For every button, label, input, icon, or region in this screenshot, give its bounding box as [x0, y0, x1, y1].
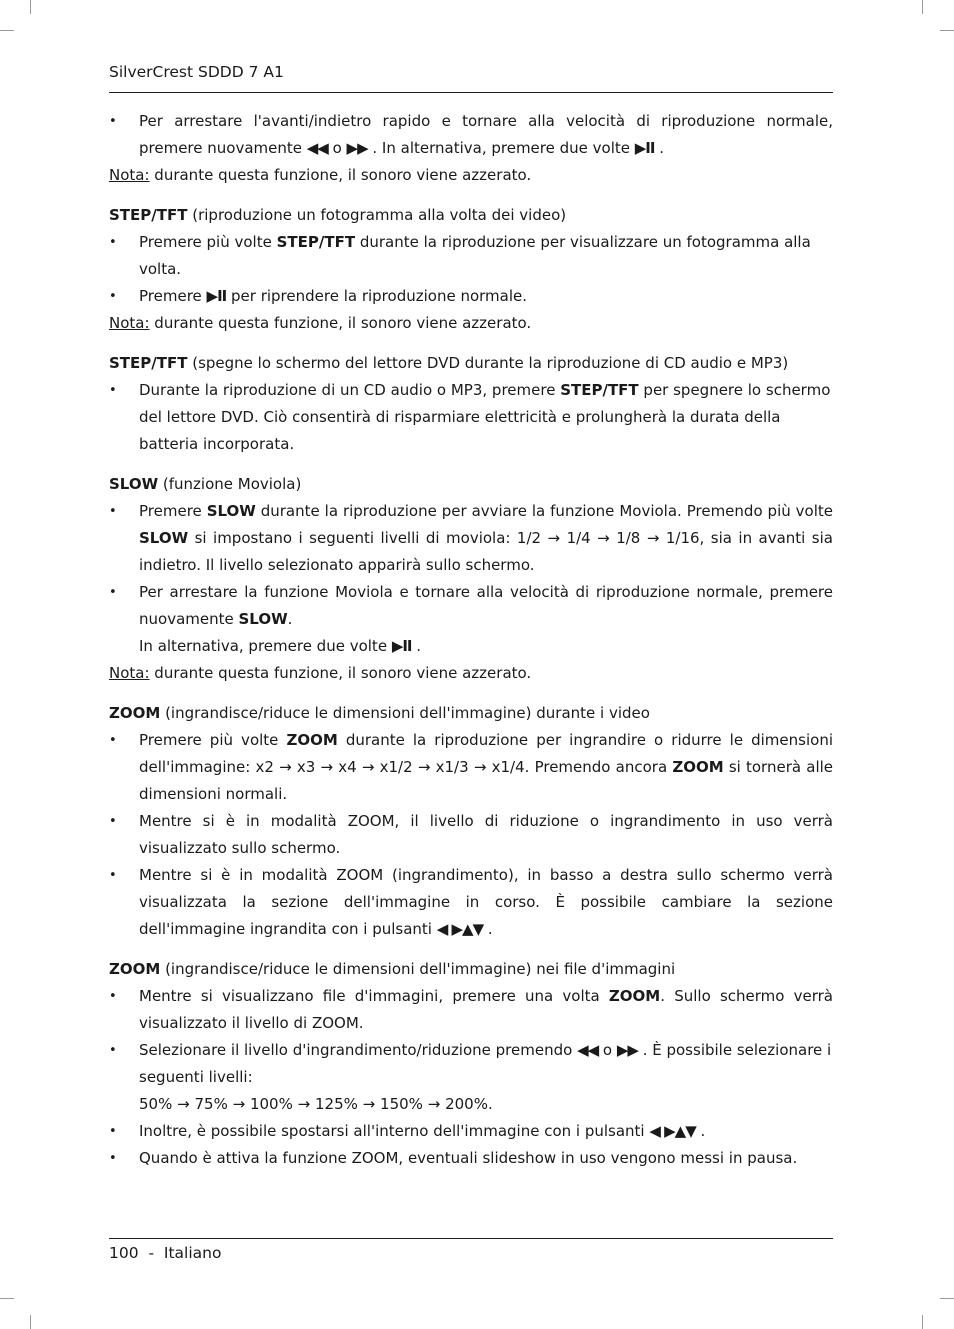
- list-item: • Mentre si visualizzano file d'immagini, premere una volta ZOOM. Sullo schermo verrà visualizzato il livello di ZOOM.: [109, 983, 833, 1037]
- crop-mark: [0, 30, 14, 31]
- arrow-icon: →: [417, 758, 431, 776]
- note: Nota: durante questa funzione, il sonoro viene azzerato.: [109, 166, 532, 184]
- list-item: • Mentre si è in modalità ZOOM (ingrandimento), in basso a destra sullo schermo verrà visualizzata la sezione dell'immagine in corso. È possibile cambiare la sezione dell'immagine ingrandita con i pulsanti ◀ ▶▲▼ .: [109, 862, 833, 943]
- page-header-title: SilverCrest SDDD 7 A1: [109, 63, 284, 81]
- crop-mark: [940, 30, 954, 31]
- section-heading: SLOW (funzione Moviola): [109, 475, 302, 493]
- crop-mark: [922, 1315, 923, 1329]
- list-item: • Selezionare il livello d'ingrandimento/riduzione premendo ◀◀ o ▶▶ . È possibile selezionare i seguenti livelli:: [109, 1037, 833, 1091]
- section-heading: ZOOM (ingrandisce/riduce le dimensioni dell'immagine) nei file d'immagini: [109, 960, 676, 978]
- arrow-icon: →: [547, 529, 561, 547]
- crop-mark: [940, 1298, 954, 1299]
- arrow-icon: →: [597, 529, 610, 547]
- list-item: • Premere più volte ZOOM durante la riproduzione per ingrandire o ridurre le dimensioni dell'immagine: x2 → x3 → x4 → x1/2 → x1/3 → x1/4. Premendo ancora ZOOM si tornerà alle dimensioni normali.: [109, 727, 833, 808]
- list-item: • Inoltre, è possibile spostarsi all'interno dell'immagine con i pulsanti ◀ ▶▲▼ .: [109, 1118, 833, 1145]
- header-rule: [109, 92, 833, 93]
- list-item: • Quando è attiva la funzione ZOOM, eventuali slideshow in uso vengono messi in pausa.: [109, 1145, 833, 1172]
- crop-mark: [30, 1315, 31, 1329]
- crop-mark: [0, 1298, 14, 1299]
- crop-mark: [922, 0, 923, 14]
- note: Nota: durante questa funzione, il sonoro viene azzerato.: [109, 314, 532, 332]
- arrow-icon: →: [232, 1095, 246, 1113]
- arrow-icon: →: [297, 1095, 311, 1113]
- fast-forward-icon: ▶▶: [616, 1041, 638, 1059]
- list-item: • Mentre si è in modalità ZOOM, il livello di riduzione o ingrandimento in uso verrà visualizzato sullo schermo.: [109, 808, 833, 862]
- list-item: • Premere ▶II per riprendere la riproduzione normale.: [109, 283, 833, 310]
- arrow-icon: →: [646, 529, 660, 547]
- list-item: • Durante la riproduzione di un CD audio o MP3, premere STEP/TFT per spegnere lo schermo del lettore DVD. Ciò consentirà di risparmiare elettricità e prolungherà la durata della batteria incorporata.: [109, 377, 833, 458]
- arrow-icon: →: [177, 1095, 190, 1113]
- rewind-icon: ◀◀: [577, 1041, 599, 1059]
- page-footer: 100 - Italiano: [109, 1244, 222, 1262]
- page-content: [109, 108, 833, 1172]
- crop-mark: [30, 0, 31, 14]
- play-pause-icon: ▶II: [391, 637, 412, 655]
- list-item: • Per arrestare la funzione Moviola e tornare alla velocità di riproduzione normale, premere nuovamente SLOW.: [109, 579, 833, 633]
- zoom-levels: 50% → 75% → 100% → 125% → 150% → 200%.: [139, 1095, 493, 1113]
- arrow-icon: →: [473, 758, 487, 776]
- footer-rule: [109, 1238, 833, 1239]
- list-item: • Per arrestare l'avanti/indietro rapido e tornare alla velocità di riproduzione normale, premere nuovamente ◀◀ o ▶▶ . In alternativa, premere due volte ▶II .: [109, 108, 833, 162]
- rewind-icon: ◀◀: [306, 139, 328, 157]
- direction-arrows-icon: ◀ ▶▲▼: [649, 1122, 696, 1140]
- section-heading: STEP/TFT (spegne lo schermo del lettore DVD durante la riproduzione di CD audio e MP3): [109, 354, 789, 372]
- note: Nota: durante questa funzione, il sonoro viene azzerato.: [109, 664, 532, 682]
- play-pause-icon: ▶II: [634, 139, 655, 157]
- list-item-continuation: In alternativa, premere due volte ▶II .: [139, 637, 422, 655]
- section-heading: STEP/TFT (riproduzione un fotogramma alla volta dei video): [109, 206, 567, 224]
- arrow-icon: →: [427, 1095, 441, 1113]
- list-item: • Premere SLOW durante la riproduzione per avviare la funzione Moviola. Premendo più volte SLOW si impostano i seguenti livelli di moviola: 1/2 → 1/4 → 1/8 → 1/16, sia in avanti sia indietro. Il livello selezionato apparirà sullo schermo.: [109, 498, 833, 579]
- arrow-icon: →: [320, 758, 334, 776]
- fast-forward-icon: ▶▶: [346, 139, 368, 157]
- section-heading: ZOOM (ingrandisce/riduce le dimensioni dell'immagine) durante i video: [109, 704, 650, 722]
- play-pause-icon: ▶II: [206, 287, 227, 305]
- arrow-icon: →: [361, 758, 375, 776]
- arrow-icon: →: [362, 1095, 376, 1113]
- direction-arrows-icon: ◀ ▶▲▼: [436, 920, 484, 938]
- list-item: • Premere più volte STEP/TFT durante la riproduzione per visualizzare un fotogramma alla volta.: [109, 229, 833, 283]
- arrow-icon: →: [279, 758, 292, 776]
